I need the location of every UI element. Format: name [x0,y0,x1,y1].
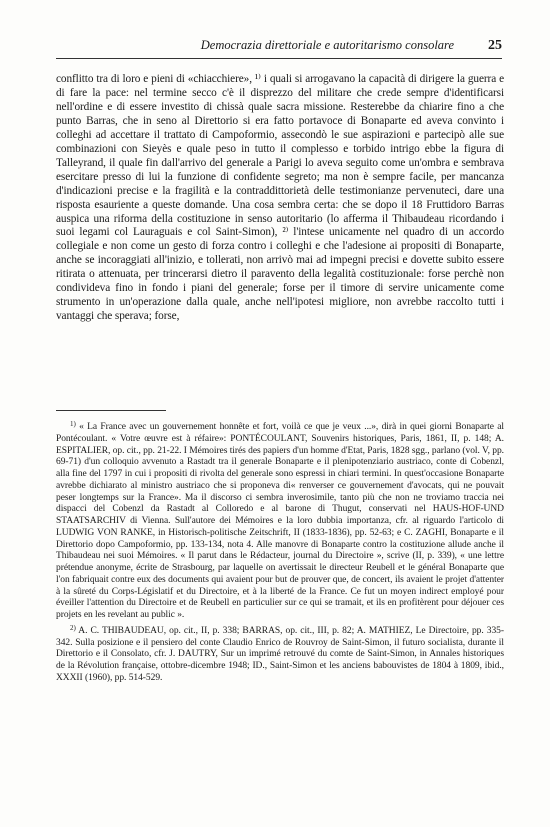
running-title: Democrazia direttoriale e autoritarismo consolare [200,38,454,52]
footnote-marker: 1) [70,420,76,428]
page-number: 25 [488,38,502,53]
running-header [56,38,502,54]
footnote-text: « La France avec un gouvernement honnête et fort, voilà ce que je veux ...», dirà in quei giorni Bonaparte al Pontécoulant. « Votre œuvre est à réfaire»: PONTÉCOULANT, Souvenirs historiques, Paris, 1861, II, p. 148; A. ESPITALIER, op. cit., pp. 21-22. I Mémoires tirés des papiers d'un homme d'Etat, Paris, 1828 sgg., parlano (vol. V, pp. 69-71) d'un colloquio avvenuto a Rastadt tra il generale Bonaparte e il plenipotenziario austriaco, conte di Cobenzl, alla fine del 1797 in cui i propositi di rivolta del generale sono espressi in chiari termini. In quest'occasione Bonaparte avrebbe dichiarato al ministro austriaco che si proponeva di« renverser ce gouvernement d'avocats, qui ne pouvait peser longtemps sur la France». Ma il discorso ci sembra inverosimile, tanto più che non ne troviamo traccia nei dispacci del Cobenzl da Rastadt al Colloredo e al barone di Thugut, conservati nel HAUS-HOF-UND STAATSARCHIV di Vienna. Sull'autore dei Mémoires e la loro dubbia importanza, cfr. al riguardo l'articolo di LUDWIG VON RANKE, in Historisch-politische Zeitschrift, II (1833-1836), pp. 52-63; e C. ZAGHI, Bonaparte e il Direttorio dopo Campoformio, pp. 133-134, nota 4. Alle manovre di Bonaparte contro la costituzione allude anche il Thibaudeau nei suoi Mémoires. « Il parut dans le Rédacteur, journal du Directoire », scrive (II, p. 339), « une lettre prétendue anonyme, écrite de Strasbourg, par laquelle on avertissait le directeur Reubell et le général Bonaparte que l'on fabriquait contre eux des documents qui avaient pour but de prouver que, de concert, ils avaient le projet d'attenter à la sûreté du Corps-Législatif et du Directoire, et à la liberté de la France. Ce fut un moyen indirect employé pour éveiller l'attention du Directoire et de Reubell en particulier sur ce qui se tramait, et ils en profitèrent pour déjouer ces projets en les revelant au public ». [56,422,505,620]
footnote-1 [56,419,504,622]
footnote-marker: 2) [70,623,76,632]
main-text [56,73,504,324]
footnote-text: A. C. THIBAUDEAU, op. cit., II, p. 338; BARRAS, op. cit., III, p. 82; A. MATHIEZ, Le Directoire, pp. 335-342. Sulla posizione e il pensiero del conte Claudio Enrico de Rouvroy de Saint-Simon, il futuro socialista, durante il Direttorio e il Consolato, cfr. J. DAUTRY, Sur un imprimé retrouvé du comte de Saint-Simon, in Annales historiques de la Révolution française, ottobre-dicembre 1948; ID., Saint-Simon et les anciens babouvistes de 1804 à 1809, ibid., XXXII (1960), pp. 514-529. [56,625,504,683]
footnotes [56,419,504,685]
body-paragraph: conflitto tra di loro e pieni di «chiacchiere», ¹⁾ i quali si arrogavano la capacità di dirigere la guerra e di fare la pace: nel termine secco c'è il disprezzo del militare che crede sempre d'identificarsi nell'ordine e di essere investito di chissà quale sacra missione. Resterebbe da chiarire fino a che punto Barras, che in seno al Direttorio si era fatto portavoce di Bonaparte ed aveva convinto i colleghi ad accettare il trattato di Campoformio, assecondò le sue aspirazioni e partecipò alle sue combinazioni con Sieyès e quale peso in tutto il complesso e torbido intrigo ebbe la figura di Talleyrand, il quale fin dall'arrivo del generale a Parigi lo aveva seguito come un'ombra e sembrava esercitare presso di lui la funzione di confidente segreto; ma non è sempre facile, per mancanza d'indicazioni precise e la fragilità e la contraddittorietà delle testimonianze pervenuteci, dare una risposta esauriente a queste domande. Una cosa sembra certa: che se dopo il 18 Fruttidoro Barras auspica una riforma della costituzione in senso autoritario (lo afferma il Thibaudeau ricordando i suoi legami col Lauraguais e col Saint-Simon), ²⁾ l'intese unicamente nel quadro di un accordo collegiale e non come un gesto di forza contro i colleghi e che l'adesione ai propositi di Bonaparte, anche se incoraggiati all'inizio, e tollerati, non arrivò mai ad impegni precisi e dovette subito essere ritirata o attenuata, per trincerarsi dietro il paravento della legalità costituzionale: forse perchè non condivideva fino in fondo i piani del generale; forse per il timore di servire unicamente come strumento in un'operazione dalla quale, anche nell'ipotesi migliore, non avrebbe raccolto tutti i vantaggi che sperava; forse, [56,73,504,323]
footnote-divider [56,410,166,411]
header-divider [56,58,502,59]
footnote-2 [56,623,504,685]
